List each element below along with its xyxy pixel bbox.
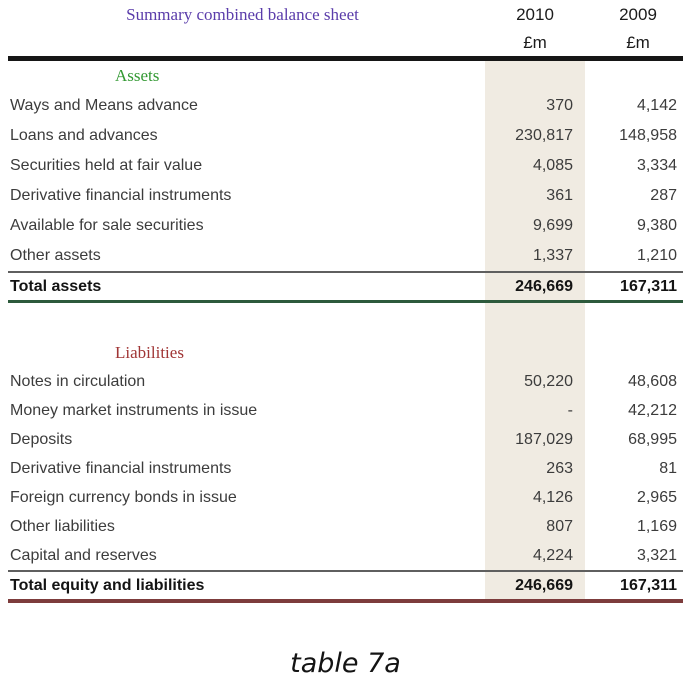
table-row [0,151,691,181]
total-value-2009: 167,311 [620,277,677,295]
page-title: Summary combined balance sheet [126,5,359,24]
value-2009: 287 [650,187,677,204]
row-label: Available for sale securities [10,217,204,234]
value-2010: 370 [546,97,573,114]
row-label: Capital and reserves [10,546,157,564]
row-label: Derivative financial instruments [10,187,232,204]
value-2010: 187,029 [515,430,573,448]
value-2010: 4,126 [532,488,573,506]
column-header-2010: 2010 [516,5,554,24]
unit-label-2009: £m [626,33,650,52]
value-2010: 230,817 [515,127,573,144]
table-row [0,91,691,121]
row-label: Foreign currency bonds in issue [10,488,237,506]
row-label: Notes in circulation [10,372,146,390]
total-label: Total assets [10,277,102,295]
value-2010: - [567,401,573,419]
total-label: Total equity and liabilities [10,576,205,594]
value-2009: 2,965 [636,488,677,506]
value-2010: 1,337 [532,247,573,264]
value-2009: 1,169 [636,517,677,535]
table-row [0,454,691,483]
liabilities-header-label: Liabilities [115,343,184,362]
total-value-2010: 246,669 [515,277,573,295]
value-2009: 68,995 [628,430,677,448]
value-2009: 48,608 [628,372,677,390]
value-2009: 42,212 [628,401,677,419]
total-assets-row [0,273,691,300]
table-caption: table 7a [290,648,401,679]
row-label: Deposits [10,430,73,448]
section-header-assets [0,61,691,91]
table-row [0,181,691,211]
value-2010: 361 [546,187,573,204]
column-header-2009: 2009 [619,5,657,24]
table-row [0,425,691,454]
section-header-liabilities [0,339,691,367]
value-2010: 50,220 [524,372,573,390]
table-row [0,512,691,541]
section-gap [0,303,691,339]
value-2009: 9,380 [636,217,677,234]
value-2010: 4,224 [532,546,573,564]
value-2010: 4,085 [532,157,573,174]
total-value-2010: 246,669 [515,576,573,594]
total-value-2009: 167,311 [620,576,677,594]
value-2010: 807 [546,517,573,535]
table-row [0,541,691,570]
table-row [0,367,691,396]
value-2009: 3,334 [636,157,677,174]
table-row [0,121,691,151]
table-row [0,241,691,271]
header-row-years [0,0,691,30]
row-label: Derivative financial instruments [10,459,232,477]
total-liabilities-bottom-rule [8,599,683,603]
table-row [0,396,691,425]
value-2009: 4,142 [636,97,677,114]
value-2009: 81 [659,459,677,477]
table-row [0,211,691,241]
row-label: Loans and advances [10,127,158,144]
table-row [0,483,691,512]
unit-label-2010: £m [523,33,547,52]
value-2009: 3,321 [636,546,677,564]
value-2009: 148,958 [619,127,677,144]
assets-header-label: Assets [115,66,160,85]
value-2010: 263 [546,459,573,477]
value-2010: 9,699 [532,217,573,234]
row-label: Other liabilities [10,517,115,535]
row-label: Securities held at fair value [10,157,203,174]
value-2009: 1,210 [636,247,677,264]
row-label: Other assets [10,247,101,264]
total-liabilities-row [0,572,691,599]
row-label: Ways and Means advance [10,97,198,114]
header-row-units [0,30,691,56]
row-label: Money market instruments in issue [10,401,258,419]
